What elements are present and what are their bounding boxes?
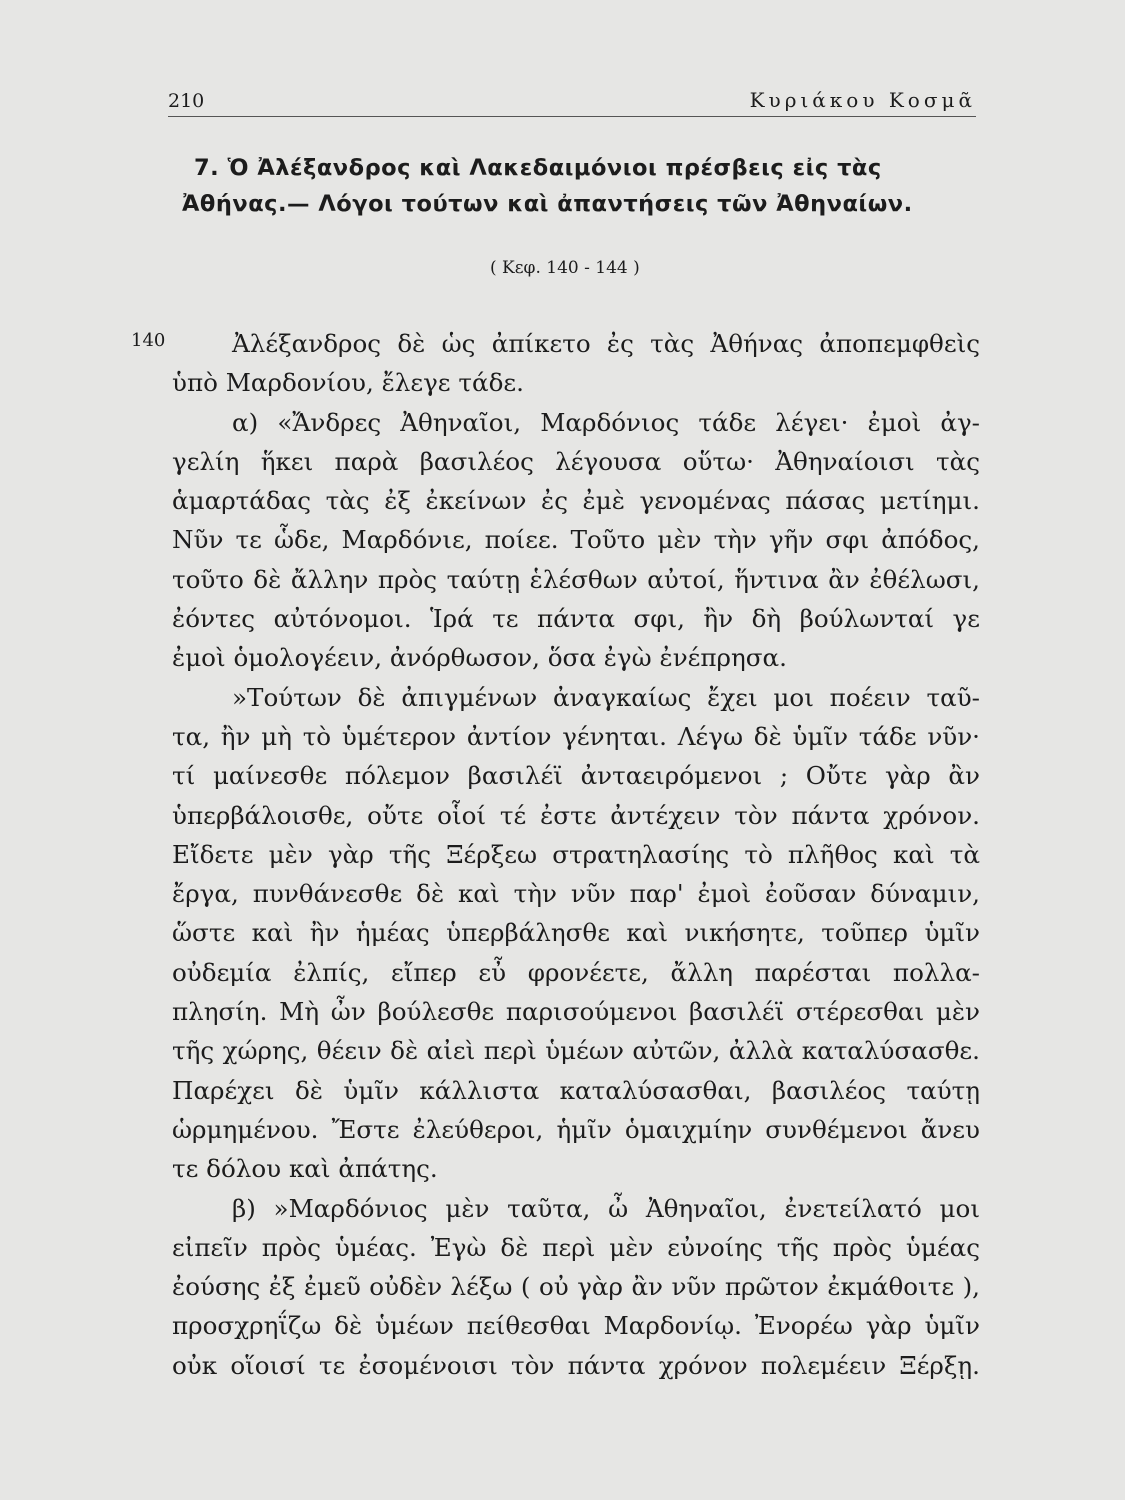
text-line: ὥστε καὶ ἢν ἡμέας ὑπερβάλησθε καὶ νικήσητε, τοῦπερ ὑμῖν (172, 918, 980, 948)
text-line: προσχρηΐζω δὲ ὑμέων πείθεσθαι Μαρδονίῳ. Ἐνορέω γὰρ ὑμῖν (172, 1311, 980, 1341)
running-head: Κυριάκου Κοσμᾶ (749, 88, 976, 112)
text-line: τε δόλου καὶ ἀπάτης. (172, 1154, 438, 1184)
text-line: οὐδεμία ἐλπίς, εἴπερ εὖ φρονέετε, ἄλλη παρέσται πολλα- (172, 957, 980, 987)
text-line: Εἴδετε μὲν γὰρ τῆς Ξέρξεω στρατηλασίης τὸ πλῆθος καὶ τὰ (172, 839, 980, 869)
section-heading-line: 7. Ὁ Ἀλέξανδρος καὶ Λακεδαιμόνιοι πρέσβεις εἰς τὰς (194, 155, 882, 181)
text-line: ὑπερβάλοισθε, οὔτε οἷοί τέ ἐστε ἀντέχειν τὸν πάντα χρόνον. (172, 800, 980, 830)
text-line: ἔργα, πυνθάνεσθε δὲ καὶ τὴν νῦν παρ' ἐμοὶ ἐοῦσαν δύναμιν, (172, 879, 980, 909)
text-line: ἐούσης ἐξ ἐμεῦ οὐδὲν λέξω ( οὐ γὰρ ἂν νῦν πρῶτον ἐκμάθοιτε ), (172, 1272, 980, 1302)
text-line: Παρέχει δὲ ὑμῖν κάλλιστα καταλύσασθαι, βασιλέος ταύτῃ (172, 1075, 980, 1105)
text-line: τοῦτο δὲ ἄλλην πρὸς ταύτῃ ἑλέσθων αὐτοί, ἥντινα ἂν ἐθέλωσι, (172, 564, 980, 594)
text-line: Ἀλέξανδρος δὲ ὡς ἀπίκετο ἐς τὰς Ἀθήνας ἀποπεμφθεὶς (232, 329, 980, 358)
text-line: Νῦν τε ὧδε, Μαρδόνιε, ποίεε. Τοῦτο μὲν τὴν γῆν σφι ἀπόδος, (172, 525, 980, 555)
section-heading-line: Ἀθήνας.— Λόγοι τούτων καὶ ἀπαντήσεις τῶν Ἀθηναίων. (182, 191, 913, 217)
text-line: τῆς χώρης, θέειν δὲ αἰεὶ περὶ ὑμέων αὐτῶν, ἀλλὰ καταλύσασθε. (172, 1036, 980, 1066)
text-line: β) »Μαρδόνιος μὲν ταῦτα, ὦ Ἀθηναῖοι, ἐνετείλατό μοι (232, 1193, 980, 1223)
page-number: 210 (168, 90, 205, 112)
section-heading (182, 150, 994, 222)
text-line: ἐόντες αὐτόνομοι. Ἱρά τε πάντα σφι, ἢν δὴ βούλωνταί γε (172, 604, 980, 634)
text-line: πλησίη. Μὴ ὦν βούλεσθε παρισούμενοι βασιλέϊ στέρεσθαι μὲν (172, 997, 980, 1027)
text-line: τα, ἢν μὴ τὸ ὑμέτερον ἀντίον γένηται. Λέγω δὲ ὑμῖν τάδε νῦν· (172, 721, 980, 751)
text-line: »Τούτων δὲ ἀπιγμένων ἀναγκαίως ἔχει μοι ποέειν ταῦ- (232, 682, 980, 712)
text-line: γελίη ἥκει παρὰ βασιλέος λέγουσα οὕτω· Ἀθηναίοισι τὰς (172, 446, 980, 476)
text-line: α) «Ἄνδρες Ἀθηναῖοι, Μαρδόνιος τάδε λέγει· ἐμοὶ ἀγ- (232, 407, 980, 437)
text-line: ἐμοὶ ὁμολογέειν, ἀνόρθωσον, ὅσα ἐγὼ ἐνέπρησα. (172, 643, 787, 673)
text-line: ὡρμημένου. Ἔστε ἐλεύθεροι, ἡμῖν ὁμαιχμίην συνθέμενοι ἄνευ (172, 1114, 980, 1144)
text-line: εἰπεῖν πρὸς ὑμέας. Ἐγὼ δὲ περὶ μὲν εὐνοίης τῆς πρὸς ὑμέας (172, 1232, 980, 1262)
chapter-reference: ( Κεφ. 140 - 144 ) (490, 258, 640, 278)
text-line: οὐκ οἵοισί τε ἐσομένοισι τὸν πάντα χρόνον πολεμέειν Ξέρξῃ. (172, 1350, 980, 1380)
page-header (168, 82, 976, 117)
text-line: ἁμαρτάδας τὰς ἐξ ἐκείνων ἐς ἐμὲ γενομένας πάσας μετίημι. (172, 486, 980, 516)
text-line: τί μαίνεσθε πόλεμον βασιλέϊ ἀνταειρόμενοι ; Οὔτε γὰρ ἂν (172, 761, 980, 791)
text-line: ὑπὸ Μαρδονίου, ἔλεγε τάδε. (172, 368, 524, 398)
margin-chapter-number: 140 (131, 330, 166, 351)
body-text (172, 324, 980, 1385)
